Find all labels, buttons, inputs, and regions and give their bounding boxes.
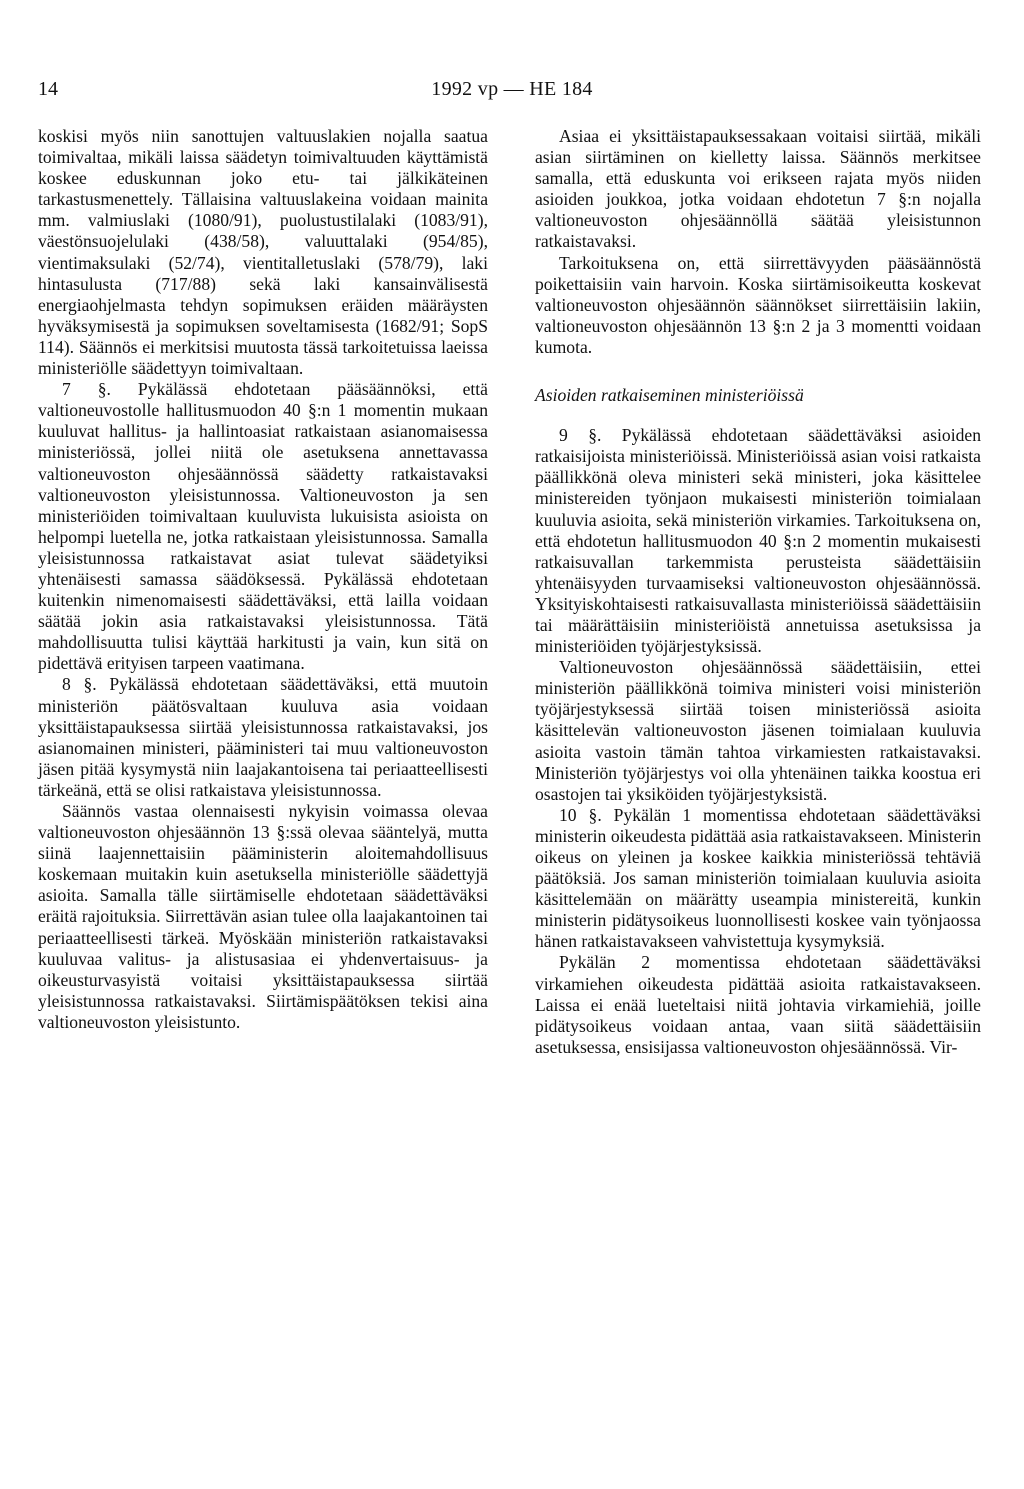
paragraph: Säännös vastaa olennaisesti nykyisin voimassa olevaa valtioneuvoston ohjesäännön 13 §:ssä olevaa sääntelyä, mutta siinä laajennettaisiin pääministerin aloitemahdollisuus koskemaan muitakin kuin asetuksella ministeriölle säädettyjä asioita. Samalla tälle siirtämiselle ehdotetaan säädettäväksi eräitä rajoituksia. Siirrettävän asian tulee olla laajakantoinen tai periaatteellisesti tärkeä. Myöskään ministeriön ratkaistavaksi kuuluvaa valitus- ja alistusasiaa ei yhdenvertaisuus- ja oikeusturvasyistä voitaisi yksittäistapauksessa siirtää yleisistunnossa ratkaistavaksi. Siirtämispäätöksen tekisi aina valtioneuvoston yleisistunto. bbox=[38, 801, 488, 1032]
paragraph: 8 §. Pykälässä ehdotetaan säädettäväksi, että muutoin ministeriön päätösvaltaan kuuluva asia voidaan yksittäistapauksessa siirtää yleisistunnossa ratkaistavaksi, jos asianomainen ministeri, pääministeri tai muu valtioneuvoston jäsen pitää kysymystä niin laajakantoisena tai periaatteellisesti tärkeänä, että se olisi ratkaistava yleisistunnossa. bbox=[38, 674, 488, 800]
paragraph: 7 §. Pykälässä ehdotetaan pääsäännöksi, että valtioneuvostolle hallitusmuodon 40 §:n 1 momentin mukaan kuuluvat hallitus- ja hallintoasiat ratkaistaan asianomaisessa ministeriössä, jollei niitä ole asetuksena annettavassa valtioneuvoston ohjesäännössä säädetty ratkaistavaksi valtioneuvoston yleisistunnossa. Valtioneuvoston ja sen ministeriöiden toimivaltaan kuuluvista lukuisista asioista on helpompi luetella ne, jotka ratkaistaan yleisistunnossa. Samalla yleisistunnossa ratkaistavat asiat tulevat säädetyiksi yhtenäisesti samassa säädöksessä. Pykälässä ehdotetaan kuitenkin nimenomaisesti säädettäväksi, että lailla voidaan säätää jokin asia ratkaistavaksi yleisistunnossa. Tätä mahdollisuutta tulisi käyttää harkitusti ja vain, kun sitä on pidettävä erityisen tarpeen vaatimana. bbox=[38, 379, 488, 674]
paragraph: 9 §. Pykälässä ehdotetaan säädettäväksi asioiden ratkaisijoista ministeriöissä. Ministeriöissä asian voisi ratkaista päällikkönä oleva ministeri sekä ministeri, joka käsittelee ministereiden työnjaon mukaisesti ministeriön toimialaan kuuluvia asioita, sekä ministeriön virkamies. Tarkoituksena on, että ehdotetun hallitusmuodon 40 §:n 2 momentin mukaisesti ratkaisuvallan tarkemmista perusteista säädettäisiin yhtenäisyyden turvaamiseksi valtioneuvoston ohjesäännössä. Yksityiskohtaisesti ratkaisuvallasta ministeriöissä säädettäisiin tai määrättäisiin ministeriöistä annetuissa asetuksissa ja ministeriöiden työjärjestyksissä. bbox=[535, 425, 981, 657]
right-column bbox=[535, 126, 981, 1058]
running-title: 1992 vp — HE 184 bbox=[431, 78, 593, 100]
section-heading: Asioiden ratkaiseminen ministeriöissä bbox=[535, 385, 804, 406]
paragraph: koskisi myös niin sanottujen valtuuslakien nojalla saatua toimivaltaa, mikäli laissa säädetyn toimivaltuuden käyttämistä koskee eduskunnan joko etu- tai jälkikäteinen tarkastusmenettely. Tällaisina valtuuslakeina voidaan mainita mm. valmiuslaki (1080/91), puolustustilalaki (1083/91), väestönsuojelulaki (438/58), valuuttalaki (954/85), vientimaksulaki (52/74), vientitalletuslaki (578/79), laki hintasulusta (717/88) sekä laki kansainvälisestä energiaohjelmasta tehdyn sopimuksen eräiden määräysten hyväksymisestä ja sopimuksen soveltamisesta (1682/91; SopS 114). Säännös ei merkitsisi muutosta tässä tarkoitetuissa laeissa ministeriölle säädettyyn toimivaltaan. bbox=[38, 126, 488, 379]
left-column bbox=[38, 126, 488, 1033]
paragraph: Valtioneuvoston ohjesäännössä säädettäisiin, ettei ministeriön päällikkönä toimiva ministeri voisi ministeriön työjärjestyksessä siirtää toisen ministeriössä asioita käsittelevän valtioneuvoston jäsenen toimialaan kuuluvia asioita vastoin tämän tahtoa virkamiesten ratkaistavaksi. Ministeriön työjärjestys voi olla yhtenäinen taikka koostua eri osastojen tai yksiköiden työjärjestyksistä. bbox=[535, 657, 981, 804]
paragraph: 10 §. Pykälän 1 momentissa ehdotetaan säädettäväksi ministerin oikeudesta pidättää asia ratkaistavakseen. Ministerin oikeus on yleinen ja koskee kaikkia ministeriössä tehtäviä päätöksiä. Jos saman ministeriön toimialaan kuuluvia asioita käsittelemään on määrätty useampia ministereitä, kunkin ministerin pidätysoikeus luonnollisesti koskee vain työnjaossa hänen ratkaistavakseen vahvistettuja kysymyksiä. bbox=[535, 804, 981, 952]
paragraph: Pykälän 2 momentissa ehdotetaan säädettäväksi virkamiehen oikeudesta pidättää asioita ratkaistavakseen. Laissa ei enää lueteltaisi niitä johtavia virkamiehiä, joille pidätysoikeus voidaan antaa, vaan siitä säädettäisiin asetuksessa, ensisijassa valtioneuvoston ohjesäännössä. Vir- bbox=[535, 952, 981, 1057]
paragraph: Asiaa ei yksittäistapauksessakaan voitaisi siirtää, mikäli asian siirtäminen on kielletty laissa. Säännös merkitsee samalla, että eduskunta voi erikseen rajata myös niiden asioiden joukkoa, jotka voidaan ehdotetun 7 §:n nojalla valtioneuvoston ohjesäännöllä säätää yleisistunnon ratkaistavaksi. bbox=[535, 126, 981, 252]
page-number: 14 bbox=[38, 78, 58, 100]
paragraph: Tarkoituksena on, että siirrettävyyden pääsäännöstä poikettaisiin vain harvoin. Koska siirtämisoikeutta koskevat valtioneuvoston ohjesäännön säännökset siirrettäisiin lakiin, valtioneuvoston ohjesäännön 13 §:n 2 ja 3 momentti voidaan kumota. bbox=[535, 252, 981, 357]
